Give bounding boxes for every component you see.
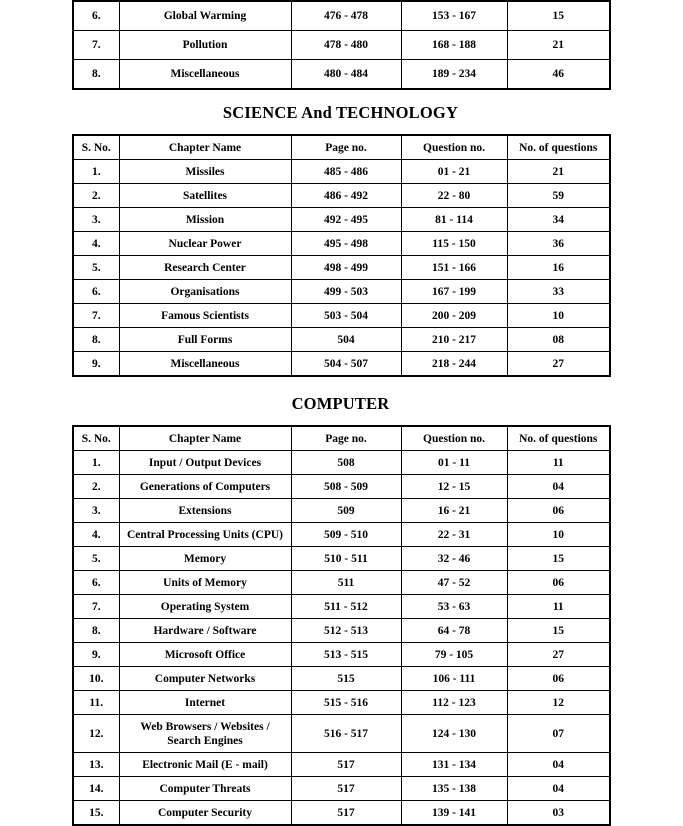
table-row <box>73 547 610 571</box>
question-count-cell: 21 <box>507 31 610 60</box>
column-header: Page no. <box>291 135 401 160</box>
page-no-cell: 504 <box>291 328 401 352</box>
serial-cell: 4. <box>73 523 119 547</box>
question-no-cell: 64 - 78 <box>401 619 507 643</box>
page-no-cell: 508 <box>291 451 401 475</box>
page-no-cell: 511 - 512 <box>291 595 401 619</box>
chapter-name-cell: Input / Output Devices <box>119 451 291 475</box>
page-no-cell: 504 - 507 <box>291 352 401 377</box>
question-no-cell: 01 - 21 <box>401 160 507 184</box>
page-no-cell: 476 - 478 <box>291 1 401 31</box>
table-row <box>73 643 610 667</box>
question-no-cell: 210 - 217 <box>401 328 507 352</box>
chapter-name-cell: Miscellaneous <box>119 60 291 90</box>
serial-cell: 8. <box>73 619 119 643</box>
page-no-cell: 512 - 513 <box>291 619 401 643</box>
page-no-cell: 517 <box>291 777 401 801</box>
question-no-cell: 135 - 138 <box>401 777 507 801</box>
table-row <box>73 777 610 801</box>
page-no-cell: 503 - 504 <box>291 304 401 328</box>
question-no-cell: 22 - 31 <box>401 523 507 547</box>
page-no-cell: 517 <box>291 801 401 826</box>
chapter-name-cell: Hardware / Software <box>119 619 291 643</box>
page-no-cell: 517 <box>291 753 401 777</box>
chapter-name-cell: Computer Security <box>119 801 291 826</box>
chapter-name-cell: Pollution <box>119 31 291 60</box>
chapter-name-cell: Extensions <box>119 499 291 523</box>
serial-cell: 12. <box>73 715 119 753</box>
question-no-cell: 112 - 123 <box>401 691 507 715</box>
serial-cell: 8. <box>73 60 119 90</box>
serial-cell: 14. <box>73 777 119 801</box>
question-count-cell: 04 <box>507 753 610 777</box>
question-no-cell: 168 - 188 <box>401 31 507 60</box>
question-no-cell: 47 - 52 <box>401 571 507 595</box>
page-no-cell: 498 - 499 <box>291 256 401 280</box>
page-no-cell: 511 <box>291 571 401 595</box>
page-no-cell: 515 - 516 <box>291 691 401 715</box>
serial-cell: 11. <box>73 691 119 715</box>
chapter-name-cell: Satellites <box>119 184 291 208</box>
question-count-cell: 06 <box>507 667 610 691</box>
serial-cell: 2. <box>73 475 119 499</box>
column-header: Chapter Name <box>119 426 291 451</box>
table-row <box>73 571 610 595</box>
serial-cell: 6. <box>73 1 119 31</box>
table-row <box>73 801 610 826</box>
column-header: Page no. <box>291 426 401 451</box>
serial-cell: 6. <box>73 571 119 595</box>
chapter-name-cell: Operating System <box>119 595 291 619</box>
question-no-cell: 151 - 166 <box>401 256 507 280</box>
chapter-name-cell: Nuclear Power <box>119 232 291 256</box>
chapter-name-cell: Missiles <box>119 160 291 184</box>
column-header: S. No. <box>73 426 119 451</box>
question-count-cell: 27 <box>507 352 610 377</box>
contents-table-environment <box>72 0 611 90</box>
chapter-name-cell: Web Browsers / Websites / Search Engines <box>119 715 291 753</box>
table-row <box>73 280 610 304</box>
page-no-cell: 485 - 486 <box>291 160 401 184</box>
table-row <box>73 232 610 256</box>
table-row <box>73 60 610 90</box>
chapter-name-cell: Generations of Computers <box>119 475 291 499</box>
serial-cell: 9. <box>73 352 119 377</box>
question-no-cell: 124 - 130 <box>401 715 507 753</box>
page-no-cell: 515 <box>291 667 401 691</box>
contents-table-computer <box>72 425 611 826</box>
question-count-cell: 21 <box>507 160 610 184</box>
page-no-cell: 486 - 492 <box>291 184 401 208</box>
table-row <box>73 31 610 60</box>
chapter-name-cell: Organisations <box>119 280 291 304</box>
question-no-cell: 32 - 46 <box>401 547 507 571</box>
question-no-cell: 106 - 111 <box>401 667 507 691</box>
question-count-cell: 11 <box>507 595 610 619</box>
column-header: No. of questions <box>507 135 610 160</box>
question-no-cell: 12 - 15 <box>401 475 507 499</box>
chapter-name-cell: Global Warming <box>119 1 291 31</box>
section-heading-science-and-technology: SCIENCE And TECHNOLOGY <box>222 103 459 122</box>
page-no-cell: 513 - 515 <box>291 643 401 667</box>
chapter-name-cell: Miscellaneous <box>119 352 291 377</box>
question-count-cell: 08 <box>507 328 610 352</box>
page-no-cell: 478 - 480 <box>291 31 401 60</box>
serial-cell: 8. <box>73 328 119 352</box>
chapter-name-cell: Computer Threats <box>119 777 291 801</box>
question-no-cell: 115 - 150 <box>401 232 507 256</box>
serial-cell: 7. <box>73 31 119 60</box>
question-count-cell: 11 <box>507 451 610 475</box>
page-no-cell: 509 <box>291 499 401 523</box>
chapter-name-cell: Electronic Mail (E - mail) <box>119 753 291 777</box>
table-row <box>73 304 610 328</box>
page-no-cell: 516 - 517 <box>291 715 401 753</box>
table-row <box>73 208 610 232</box>
column-header: No. of questions <box>507 426 610 451</box>
chapter-name-cell: Internet <box>119 691 291 715</box>
contents-table-science-and-technology <box>72 134 611 377</box>
serial-cell: 7. <box>73 595 119 619</box>
table-row <box>73 691 610 715</box>
table-row <box>73 753 610 777</box>
question-count-cell: 12 <box>507 691 610 715</box>
question-no-cell: 22 - 80 <box>401 184 507 208</box>
table-row <box>73 1 610 31</box>
table-row <box>73 523 610 547</box>
question-no-cell: 81 - 114 <box>401 208 507 232</box>
question-count-cell: 34 <box>507 208 610 232</box>
question-count-cell: 10 <box>507 304 610 328</box>
document-page <box>72 0 609 826</box>
question-count-cell: 06 <box>507 571 610 595</box>
page-no-cell: 510 - 511 <box>291 547 401 571</box>
serial-cell: 13. <box>73 753 119 777</box>
chapter-name-cell: Memory <box>119 547 291 571</box>
chapter-name-cell: Units of Memory <box>119 571 291 595</box>
table-row <box>73 352 610 377</box>
table-row <box>73 715 610 753</box>
table-row <box>73 328 610 352</box>
serial-cell: 9. <box>73 643 119 667</box>
table-row <box>73 160 610 184</box>
question-count-cell: 06 <box>507 499 610 523</box>
column-header: Chapter Name <box>119 135 291 160</box>
question-count-cell: 36 <box>507 232 610 256</box>
table-row <box>73 619 610 643</box>
page-no-cell: 499 - 503 <box>291 280 401 304</box>
serial-cell: 4. <box>73 232 119 256</box>
question-no-cell: 189 - 234 <box>401 60 507 90</box>
serial-cell: 5. <box>73 256 119 280</box>
question-count-cell: 07 <box>507 715 610 753</box>
question-no-cell: 167 - 199 <box>401 280 507 304</box>
table-row <box>73 451 610 475</box>
question-count-cell: 59 <box>507 184 610 208</box>
serial-cell: 7. <box>73 304 119 328</box>
serial-cell: 3. <box>73 208 119 232</box>
question-no-cell: 79 - 105 <box>401 643 507 667</box>
question-count-cell: 15 <box>507 547 610 571</box>
column-header: Question no. <box>401 135 507 160</box>
column-header: S. No. <box>73 135 119 160</box>
question-count-cell: 03 <box>507 801 610 826</box>
question-no-cell: 01 - 11 <box>401 451 507 475</box>
question-count-cell: 33 <box>507 280 610 304</box>
question-count-cell: 27 <box>507 643 610 667</box>
page-no-cell: 495 - 498 <box>291 232 401 256</box>
serial-cell: 3. <box>73 499 119 523</box>
table-row <box>73 256 610 280</box>
question-count-cell: 04 <box>507 777 610 801</box>
table-row <box>73 499 610 523</box>
page-no-cell: 480 - 484 <box>291 60 401 90</box>
question-no-cell: 200 - 209 <box>401 304 507 328</box>
serial-cell: 1. <box>73 160 119 184</box>
question-no-cell: 153 - 167 <box>401 1 507 31</box>
chapter-name-cell: Research Center <box>119 256 291 280</box>
chapter-name-cell: Computer Networks <box>119 667 291 691</box>
question-count-cell: 04 <box>507 475 610 499</box>
page-no-cell: 492 - 495 <box>291 208 401 232</box>
column-header: Question no. <box>401 426 507 451</box>
question-no-cell: 218 - 244 <box>401 352 507 377</box>
question-count-cell: 15 <box>507 619 610 643</box>
serial-cell: 6. <box>73 280 119 304</box>
chapter-name-cell: Mission <box>119 208 291 232</box>
page-no-cell: 509 - 510 <box>291 523 401 547</box>
section-heading-computer: COMPUTER <box>291 394 390 413</box>
serial-cell: 2. <box>73 184 119 208</box>
serial-cell: 5. <box>73 547 119 571</box>
page-no-cell: 508 - 509 <box>291 475 401 499</box>
serial-cell: 15. <box>73 801 119 826</box>
question-count-cell: 46 <box>507 60 610 90</box>
table-row <box>73 595 610 619</box>
question-count-cell: 15 <box>507 1 610 31</box>
table-row <box>73 184 610 208</box>
chapter-name-cell: Full Forms <box>119 328 291 352</box>
question-no-cell: 53 - 63 <box>401 595 507 619</box>
serial-cell: 10. <box>73 667 119 691</box>
header-row <box>73 426 610 451</box>
serial-cell: 1. <box>73 451 119 475</box>
question-no-cell: 139 - 141 <box>401 801 507 826</box>
chapter-name-cell: Famous Scientists <box>119 304 291 328</box>
question-no-cell: 16 - 21 <box>401 499 507 523</box>
chapter-name-cell: Microsoft Office <box>119 643 291 667</box>
question-no-cell: 131 - 134 <box>401 753 507 777</box>
chapter-name-cell: Central Processing Units (CPU) <box>119 523 291 547</box>
header-row <box>73 135 610 160</box>
question-count-cell: 10 <box>507 523 610 547</box>
table-row <box>73 667 610 691</box>
table-row <box>73 475 610 499</box>
question-count-cell: 16 <box>507 256 610 280</box>
